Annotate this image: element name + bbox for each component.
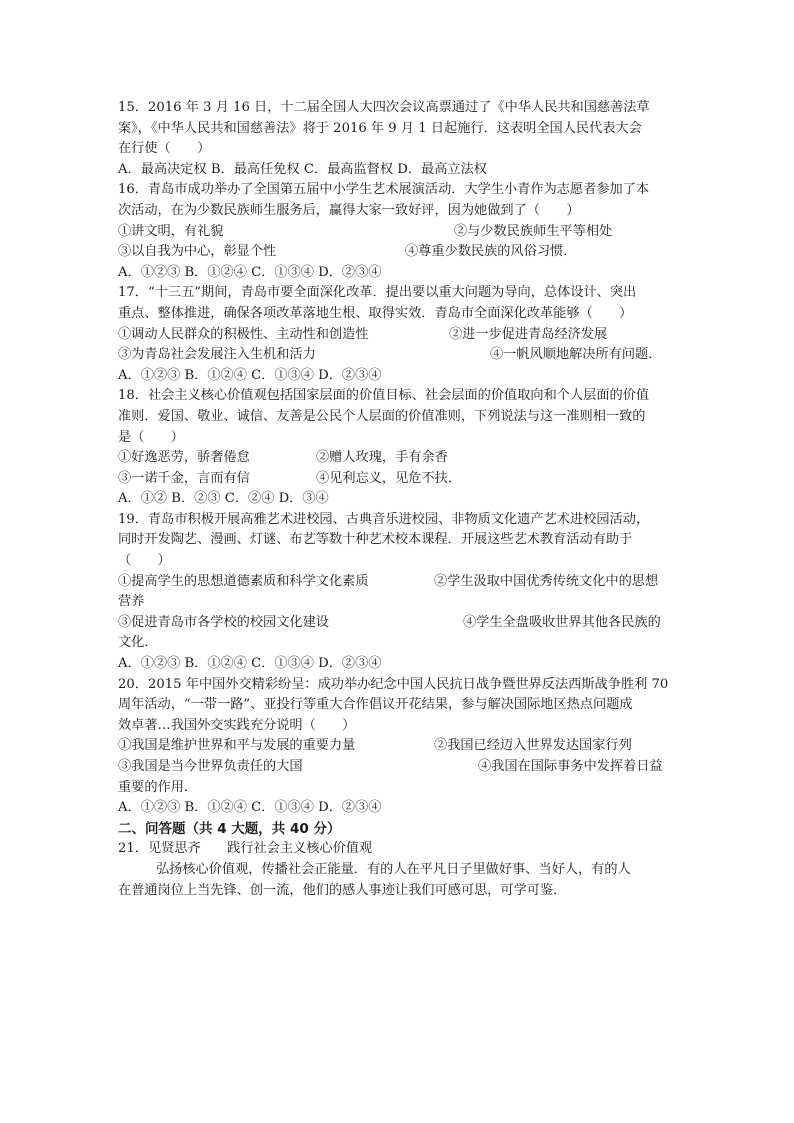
exam-page: [118, 98, 678, 901]
statement-4: ④一帆风顺地解决所有问题．: [490, 347, 662, 363]
statement-row: [118, 736, 678, 757]
paragraph-text: 弘扬核心价值观，传播社会正能量．有的人在平凡日子里做好事、当好人，有的人: [156, 861, 631, 877]
question-text: 15．2016 年 3 月 16 日，十二届全国人大四次会议高票通过了《中华人民共和国慈善法草: [118, 100, 650, 115]
statement-row: [118, 325, 678, 346]
question-text: 16．青岛市成功举办了全国第五届中小学生艺术展演活动．大学生小青作为志愿者参加了本: [118, 182, 650, 198]
statement-1: ①调动人民群众的积极性、主动性和创造性: [118, 326, 369, 342]
question-text: 在行使（ ）: [118, 141, 211, 157]
question-text: 17．“十三五”期间，青岛市要全面深化改革．提出要以重大问题为导向，总体设计、突出: [118, 285, 637, 301]
statement-1: ①好逸恶劳，骄奢倦怠: [118, 450, 250, 466]
question-text: 效卓著…我国外交实践充分说明（ ）: [118, 717, 356, 733]
statement-4-continued: 重要的作用．: [118, 779, 198, 795]
statement-row: [118, 448, 678, 469]
question-text: 20．2015 年中国外交精彩纷呈：成功举办纪念中国人民抗日战争暨世界反法西斯战争胜利 70: [118, 676, 669, 692]
question-text: 19．青岛市积极开展高雅艺术进校园、古典音乐进校园、非物质文化遗产艺术进校园活动，: [118, 511, 650, 527]
statement-2: ②我国已经迈入世界发达国家行列: [434, 738, 632, 754]
statement-2: ②赠人玫瑰，手有余香: [316, 450, 448, 466]
statement-4: ④学生全盘吸收世界其他各民族的: [463, 614, 661, 630]
question-text: 重点、整体推进，确保各项改革落地生根、取得实效．青岛市全面深化改革能够（ ）: [118, 305, 633, 321]
statement-4: ④见利忘义，见危不扶．: [316, 470, 462, 486]
question-18: [118, 386, 678, 510]
statement-1: ①我国是维护世界和平与发展的重要力量: [118, 738, 356, 754]
question-text: 周年活动，“一带一路”、亚投行等重大合作倡议开花结果，参与解决国际地区热点问题成: [118, 697, 633, 713]
paragraph-text: 在普通岗位上当先锋、创一流，他们的感人事迹让我们可感可思，可学可鉴．: [118, 882, 567, 898]
statement-3: ③一诺千金，言而有信: [118, 470, 250, 486]
statement-row: [118, 757, 678, 778]
statement-row: [118, 469, 678, 490]
statement-row: [118, 345, 678, 366]
statement-2: ②进一步促进青岛经济发展: [449, 326, 608, 342]
statement-row: [118, 572, 678, 593]
answer-options: A．①②③ B．①②④ C．①③④ D．②③④: [118, 367, 382, 383]
question-text: 案》，《中华人民共和国慈善法》将于 2016 年 9 月 1 日起施行．这表明全国人民代表大会: [118, 120, 642, 136]
statement-4: ④我国在国际事务中发挥着日益: [478, 759, 663, 774]
question-20: [118, 675, 678, 819]
question-15: [118, 98, 678, 180]
question-title: 21．见贤思齐 践行社会主义核心价值观: [118, 841, 373, 857]
answer-options: A．①②③ B．①②④ C．①③④ D．②③④: [118, 656, 382, 672]
question-text: （ ）: [118, 553, 171, 569]
question-19: [118, 510, 678, 675]
statement-4: ④尊重少数民族的风俗习惯．: [405, 244, 577, 260]
statement-1: ①提高学生的思想道德素质和科学文化素质: [118, 573, 369, 589]
statement-4-continued: 文化．: [118, 635, 158, 651]
question-16: [118, 180, 678, 283]
question-17: [118, 283, 678, 386]
answer-options: A．①②③ B．①②④ C．①③④ D．②③④: [118, 264, 382, 280]
statement-2: ②学生汲取中国优秀传统文化中的思想: [434, 573, 659, 589]
question-text: 同时开发陶艺、漫画、灯谜、布艺等数十种艺术校本课程．开展这些艺术教育活动有助于: [118, 532, 633, 548]
statement-3: ③以自我为中心，彰显个性: [118, 244, 277, 260]
question-text: 18．社会主义核心价值观包括国家层面的价值目标、社会层面的价值取向和个人层面的价值: [118, 388, 650, 404]
answer-options: A．①②③ B．①②④ C．①③④ D．②③④: [118, 800, 382, 816]
statement-2-continued: 营养: [118, 594, 145, 610]
statement-row: [118, 242, 678, 263]
answer-options: A．最高决定权 B．最高任免权 C．最高监督权 D．最高立法权: [118, 161, 487, 177]
statement-1: ①讲文明，有礼貌: [118, 223, 224, 239]
question-21: [118, 839, 678, 901]
statement-3: ③促进青岛市各学校的校园文化建设: [118, 614, 329, 630]
statement-row: [118, 222, 678, 243]
answer-options: A．①② B．②③ C．②④ D．③④: [118, 491, 329, 507]
statement-3: ③为青岛社会发展注入生机和活力: [118, 347, 316, 363]
statement-3: ③我国是当今世界负责任的大国: [118, 759, 303, 774]
statement-row: [118, 613, 678, 634]
question-text: 准则．爱国、敬业、诚信、友善是公民个人层面的价值准则，下列说法与这一准则相一致的: [118, 408, 646, 424]
question-text: 次活动，在为少数民族师生服务后，赢得大家一致好评，因为她做到了（ ）: [118, 202, 580, 218]
question-text: 是（ ）: [118, 429, 184, 445]
statement-2: ②与少数民族师生平等相处: [454, 223, 613, 239]
section-heading: 二、问答题（共 4 大题，共 40 分）: [118, 820, 341, 837]
